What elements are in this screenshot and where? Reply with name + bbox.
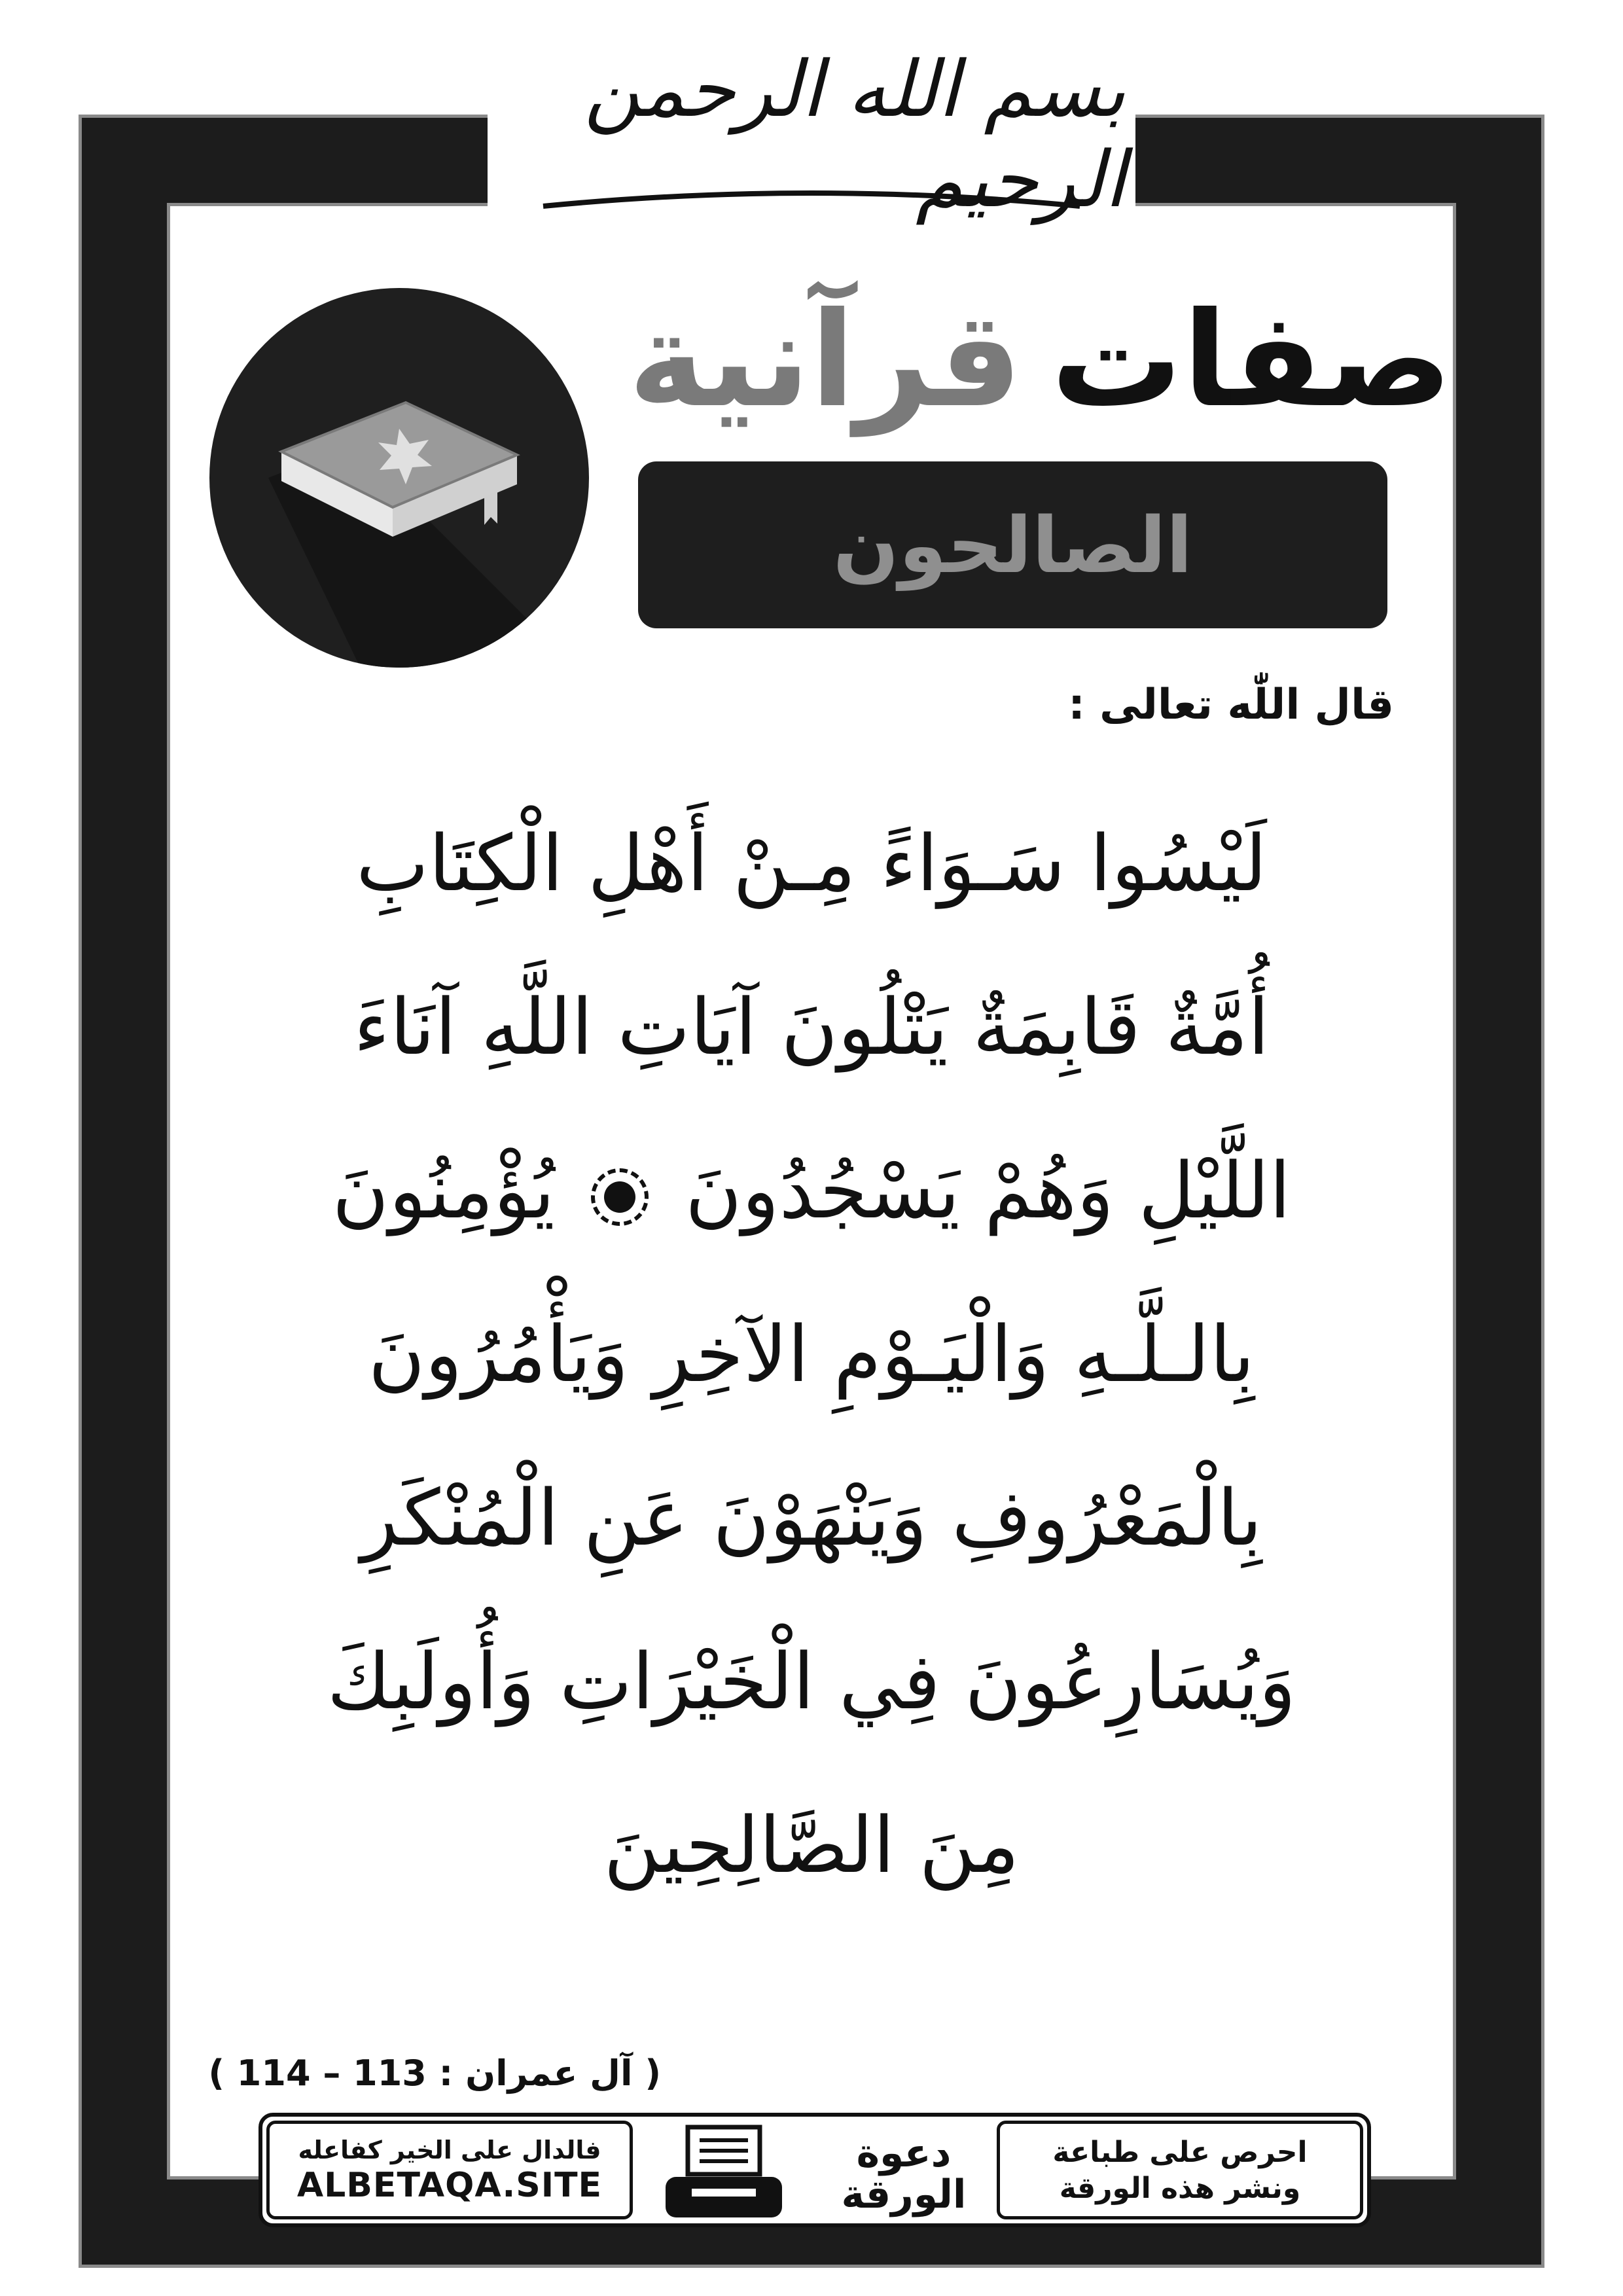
brand-logo-line-2: الورقة: [841, 2171, 967, 2217]
title-word-gray: قرآنية: [628, 283, 1022, 437]
printer-icon: [662, 2125, 786, 2223]
intro-text: قال اللّٰه تعالى :: [1068, 681, 1394, 729]
footer-tagline: فالدال على الخير كفاعله: [298, 2135, 601, 2164]
verse-line-4: بِالـلَّـهِ وَالْيَـوْمِ الآخِرِ وَيَأْمُرُونَ: [368, 1309, 1255, 1399]
verse-line-1: لَيْسُوا سَـوَاءً مِـنْ أَهْلِ الْكِتَابِ: [356, 818, 1267, 908]
verse-line-5: بِالْمَعْرُوفِ وَيَنْهَوْنَ عَنِ الْمُنْكَرِ: [361, 1473, 1262, 1563]
book-badge: [209, 288, 589, 668]
ayah-marker-icon: [591, 1168, 649, 1226]
verse-line-6: وَيُسَارِعُونَ فِي الْخَيْرَاتِ وَأُولَبِكَ: [327, 1636, 1296, 1727]
print-note-line-1: احرص على طباعة: [1052, 2135, 1308, 2169]
subtitle-text: الصالحون: [832, 499, 1193, 590]
verse-line-7: مِنَ الصَّالِحِينَ: [603, 1800, 1020, 1890]
brand-logo: [838, 2117, 969, 2231]
footer-site-box: [266, 2121, 633, 2219]
verse-reference: ( آل عمران : 113 – 114 ): [208, 2053, 661, 2094]
verse-line-3-part-a: اللَّيْلِ وَهُمْ يَسْجُدُونَ: [685, 1145, 1291, 1236]
basmala-swash: [537, 187, 1086, 213]
verse-line-2: أُمَّةٌ قَابِمَةٌ يَتْلُونَ آيَاتِ اللَّهِ آنَاءَ: [353, 982, 1270, 1072]
footer-site-link[interactable]: ALBETAQA.SITE: [296, 2165, 603, 2205]
page-title: [628, 281, 1453, 439]
book-icon: [209, 288, 589, 668]
brand-logo-line-1: دعوة: [856, 2130, 952, 2176]
title-word-dark: صفات: [1050, 283, 1453, 437]
print-note-line-2: ونشر هذه الورقة: [1059, 2171, 1301, 2205]
verse-line-3-part-b: يُؤْمِنُونَ: [332, 1145, 555, 1236]
footer-bar: [259, 2113, 1371, 2227]
subtitle-banner: [638, 461, 1387, 628]
footer-print-note: [997, 2121, 1363, 2219]
verse-line-3: [226, 1145, 1397, 1236]
basmala: بسم الله الرحمن الرحيم: [584, 44, 1126, 224]
